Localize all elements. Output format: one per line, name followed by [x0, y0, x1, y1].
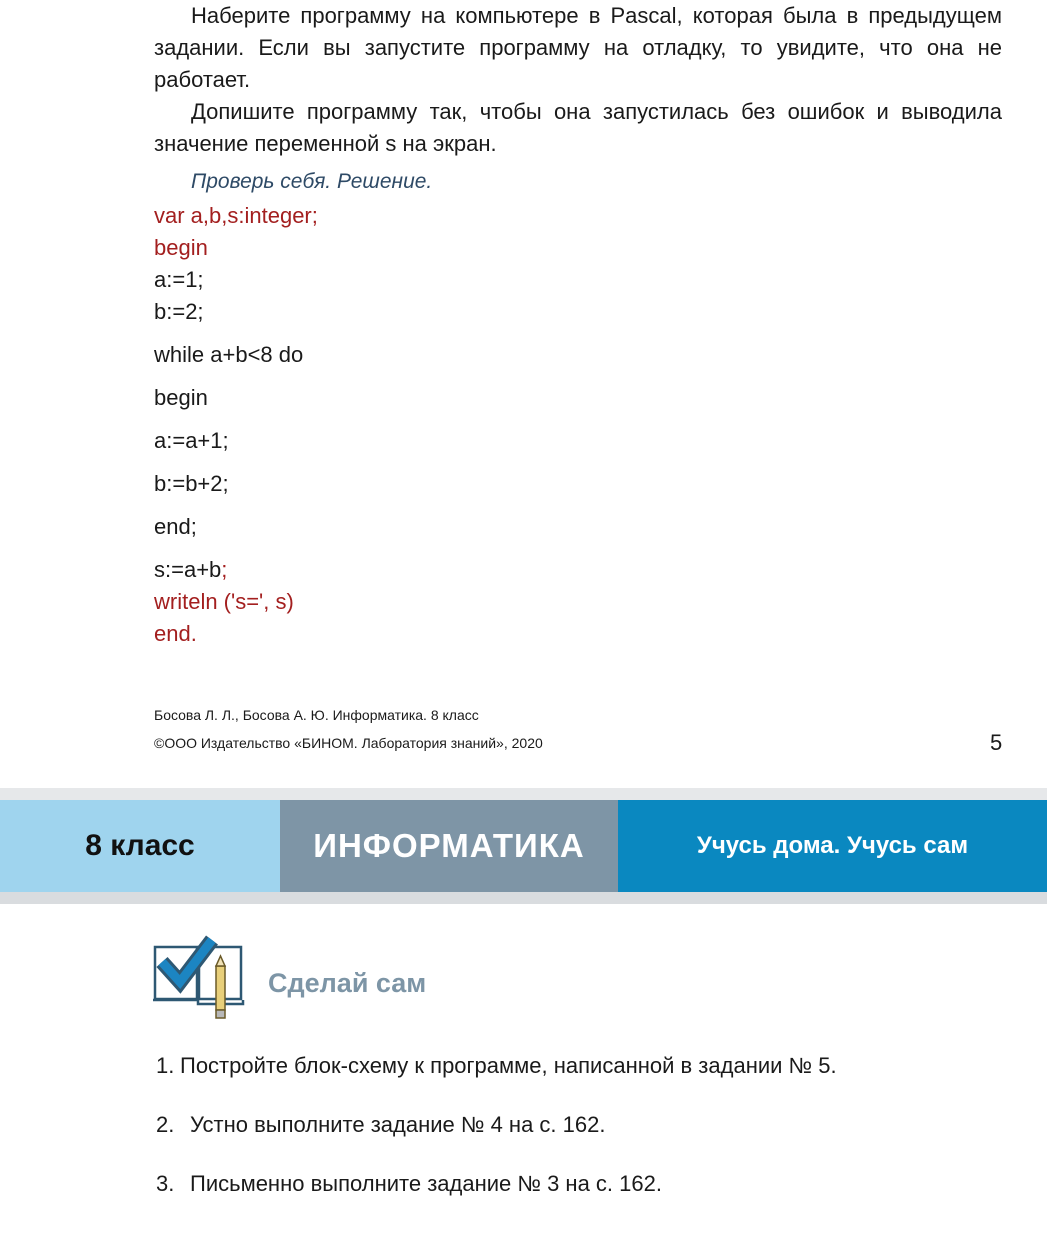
task-text: Устно выполните задание № 4 на с. 162. [190, 1112, 606, 1137]
intro-paragraph-1: Наберите программу на компьютере в Pascal, которая была в предыдущем задании. Если вы запустите программу на отладку, то увидите, что она не работает. [154, 3, 1002, 92]
code-line: while a+b<8 do [154, 342, 304, 367]
task-item [156, 1171, 662, 1197]
code-line: begin [154, 235, 208, 260]
code-fragment-semicolon: ; [221, 557, 228, 582]
code-line: end; [154, 514, 197, 539]
code-line: a:=a+1; [154, 428, 229, 453]
task-number: 3. [156, 1171, 175, 1196]
page-number: 5 [990, 730, 1003, 755]
code-line: writeln ('s=', s) [154, 589, 294, 614]
divider [0, 892, 1047, 904]
code-line [154, 557, 227, 583]
header-banner [0, 800, 1047, 892]
code-line: b:=b+2; [154, 471, 229, 496]
slogan-label: Учусь дома. Учусь сам [618, 800, 1047, 892]
task-number: 1. [156, 1053, 175, 1078]
code-line: var a,b,s:integer; [154, 203, 318, 228]
subject-label: ИНФОРМАТИКА [280, 800, 618, 892]
intro-text [154, 0, 1002, 160]
task-item [156, 1112, 605, 1138]
task-text: Письменно выполните задание № 3 на с. 162. [190, 1171, 662, 1196]
code-line: a:=1; [154, 267, 204, 292]
footer-publisher: ©ООО Издательство «БИНОМ. Лаборатория знаний», 2020 [154, 735, 543, 751]
code-line: b:=2; [154, 299, 204, 324]
task-text: Постройте блок-схему к программе, написанной в задании № 5. [180, 1053, 837, 1078]
divider [0, 788, 1047, 800]
code-line: begin [154, 385, 208, 410]
section-title: Сделай сам [268, 968, 427, 998]
check-heading: Проверь себя. Решение. [191, 170, 433, 193]
code-line: end. [154, 621, 197, 646]
intro-paragraph-2: Допишите программу так, чтобы она запустилась без ошибок и выводила значение переменной s на экран. [154, 99, 1002, 156]
task-number: 2. [156, 1112, 175, 1137]
code-fragment: s:=a+b [154, 557, 222, 582]
task-item [156, 1053, 837, 1079]
footer-authors: Босова Л. Л., Босова А. Ю. Информатика. 8 класс [154, 707, 479, 723]
grade-label: 8 класс [0, 800, 280, 892]
book-checkmark-icon [150, 932, 250, 1024]
